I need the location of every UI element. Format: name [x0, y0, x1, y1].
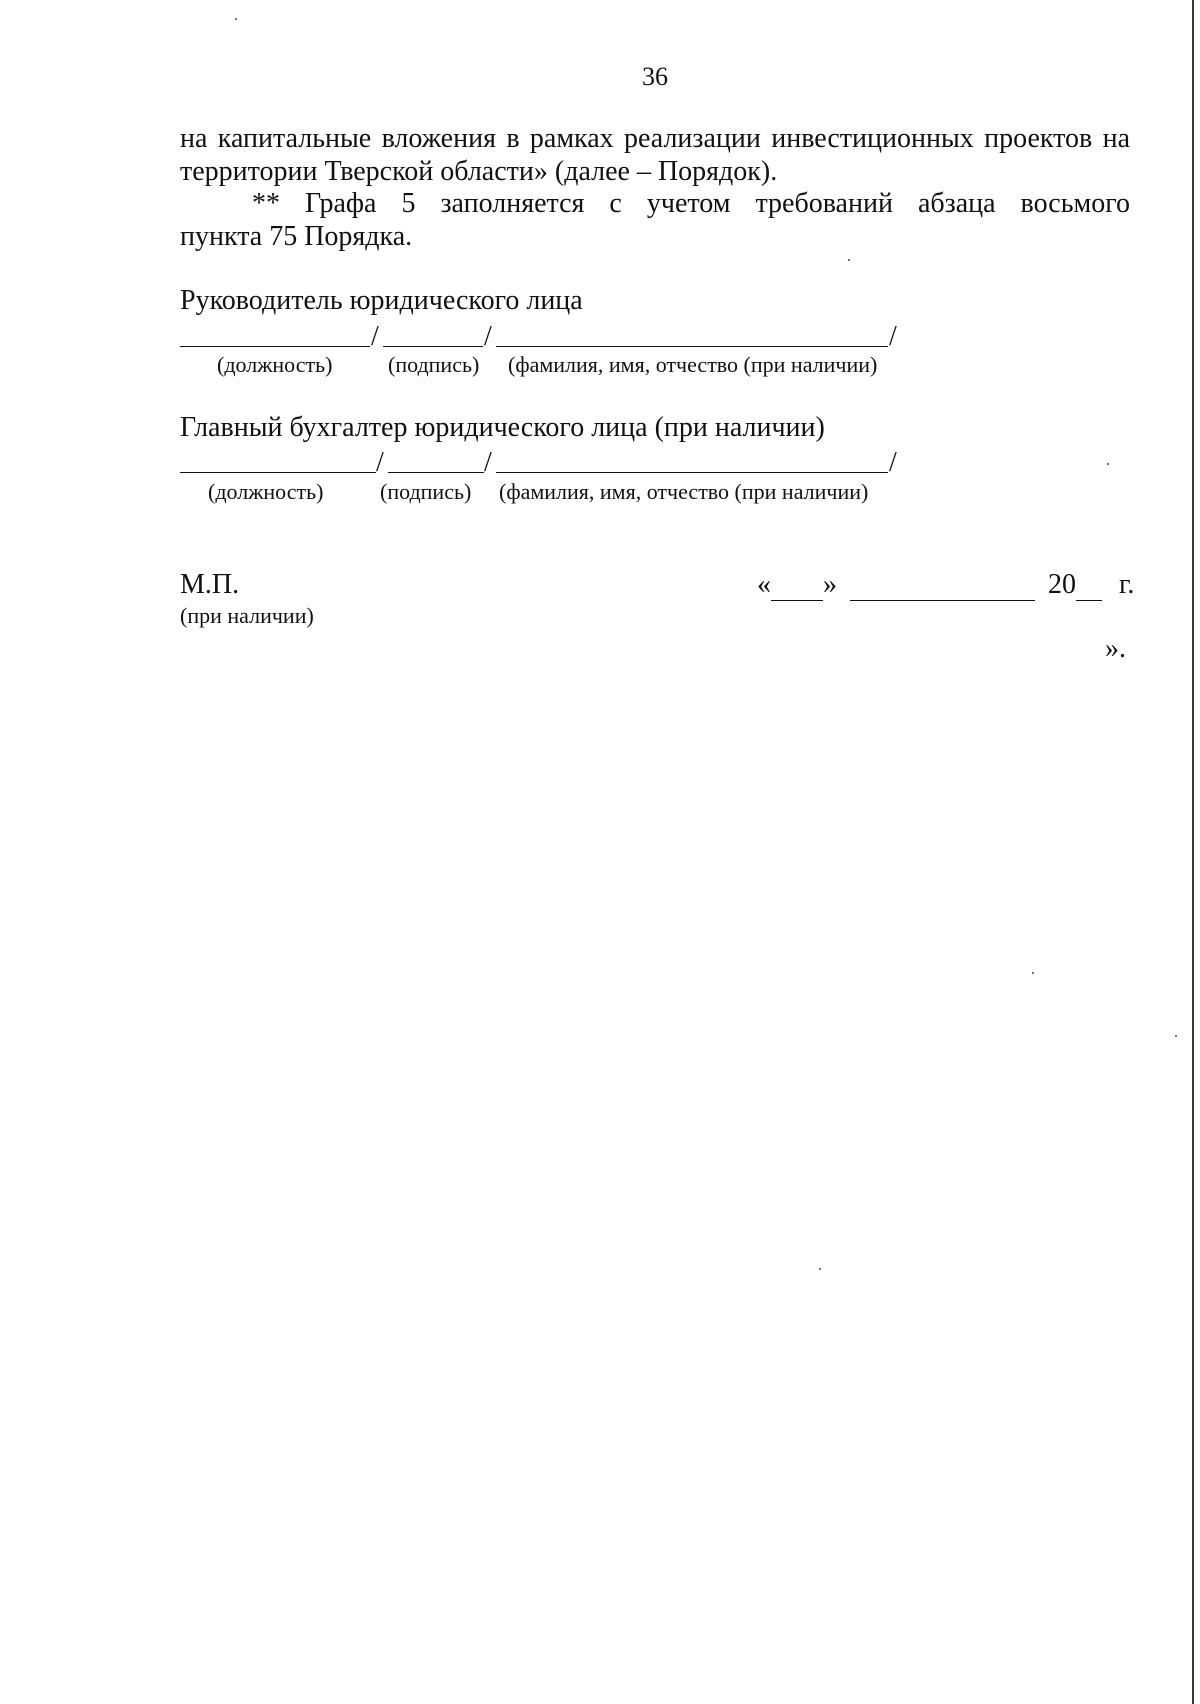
signature-line-accountant — [180, 447, 910, 478]
separator-slash: / — [484, 321, 492, 352]
name-blank — [496, 346, 888, 347]
scan-speck — [1175, 1035, 1177, 1037]
signature-blank — [383, 346, 483, 347]
stamp-label: М.П. — [180, 569, 240, 600]
separator-slash: / — [371, 321, 379, 352]
year-suffix: г. — [1119, 569, 1135, 600]
year-prefix: 20 — [1048, 569, 1076, 600]
scan-speck — [1107, 463, 1109, 465]
separator-slash: / — [484, 447, 492, 478]
caption-name: (фамилия, имя, отчество (при наличии) — [508, 352, 878, 377]
date-line — [757, 569, 1134, 603]
position-blank — [180, 346, 370, 347]
page-number: 36 — [642, 62, 668, 91]
position-blank — [180, 472, 376, 473]
month-blank — [850, 574, 1035, 601]
caption-signature: (подпись) — [380, 479, 472, 504]
scan-speck — [235, 18, 237, 20]
signature-title-accountant: Главный бухгалтер юридического лица (при наличии) — [180, 412, 825, 443]
paragraph-continuation — [180, 122, 1130, 188]
paragraph-line: территории Тверской области» (далее – Порядок). — [180, 156, 778, 187]
signature-title-head: Руководитель юридического лица — [180, 285, 583, 316]
footnote-paragraph — [180, 187, 1130, 253]
separator-slash: / — [889, 321, 897, 352]
page-edge-shadow — [1192, 0, 1194, 1704]
separator-slash: / — [889, 447, 897, 478]
scan-speck — [819, 1268, 821, 1270]
scan-speck — [848, 259, 850, 261]
closing-mark: ». — [1105, 633, 1126, 664]
date-close-quote: » — [823, 569, 837, 600]
footnote-line: ** Графа 5 заполняется с учетом требований абзаца восьмого — [252, 188, 1130, 219]
separator-slash: / — [376, 447, 384, 478]
stamp-note: (при наличии) — [180, 603, 314, 628]
year-blank — [1076, 574, 1102, 601]
caption-position: (должность) — [208, 479, 324, 504]
name-blank — [496, 472, 888, 473]
signature-line-head — [180, 321, 910, 352]
paragraph-line: на капитальные вложения в рамках реализации инвестиционных проектов на — [180, 123, 1130, 154]
caption-position: (должность) — [217, 352, 333, 377]
day-blank — [771, 574, 823, 601]
caption-signature: (подпись) — [388, 352, 480, 377]
scan-speck — [1032, 972, 1034, 974]
signature-blank — [388, 472, 484, 473]
date-open-quote: « — [757, 569, 771, 600]
footnote-line: пункта 75 Порядка. — [180, 221, 413, 252]
caption-name: (фамилия, имя, отчество (при наличии) — [499, 479, 869, 504]
